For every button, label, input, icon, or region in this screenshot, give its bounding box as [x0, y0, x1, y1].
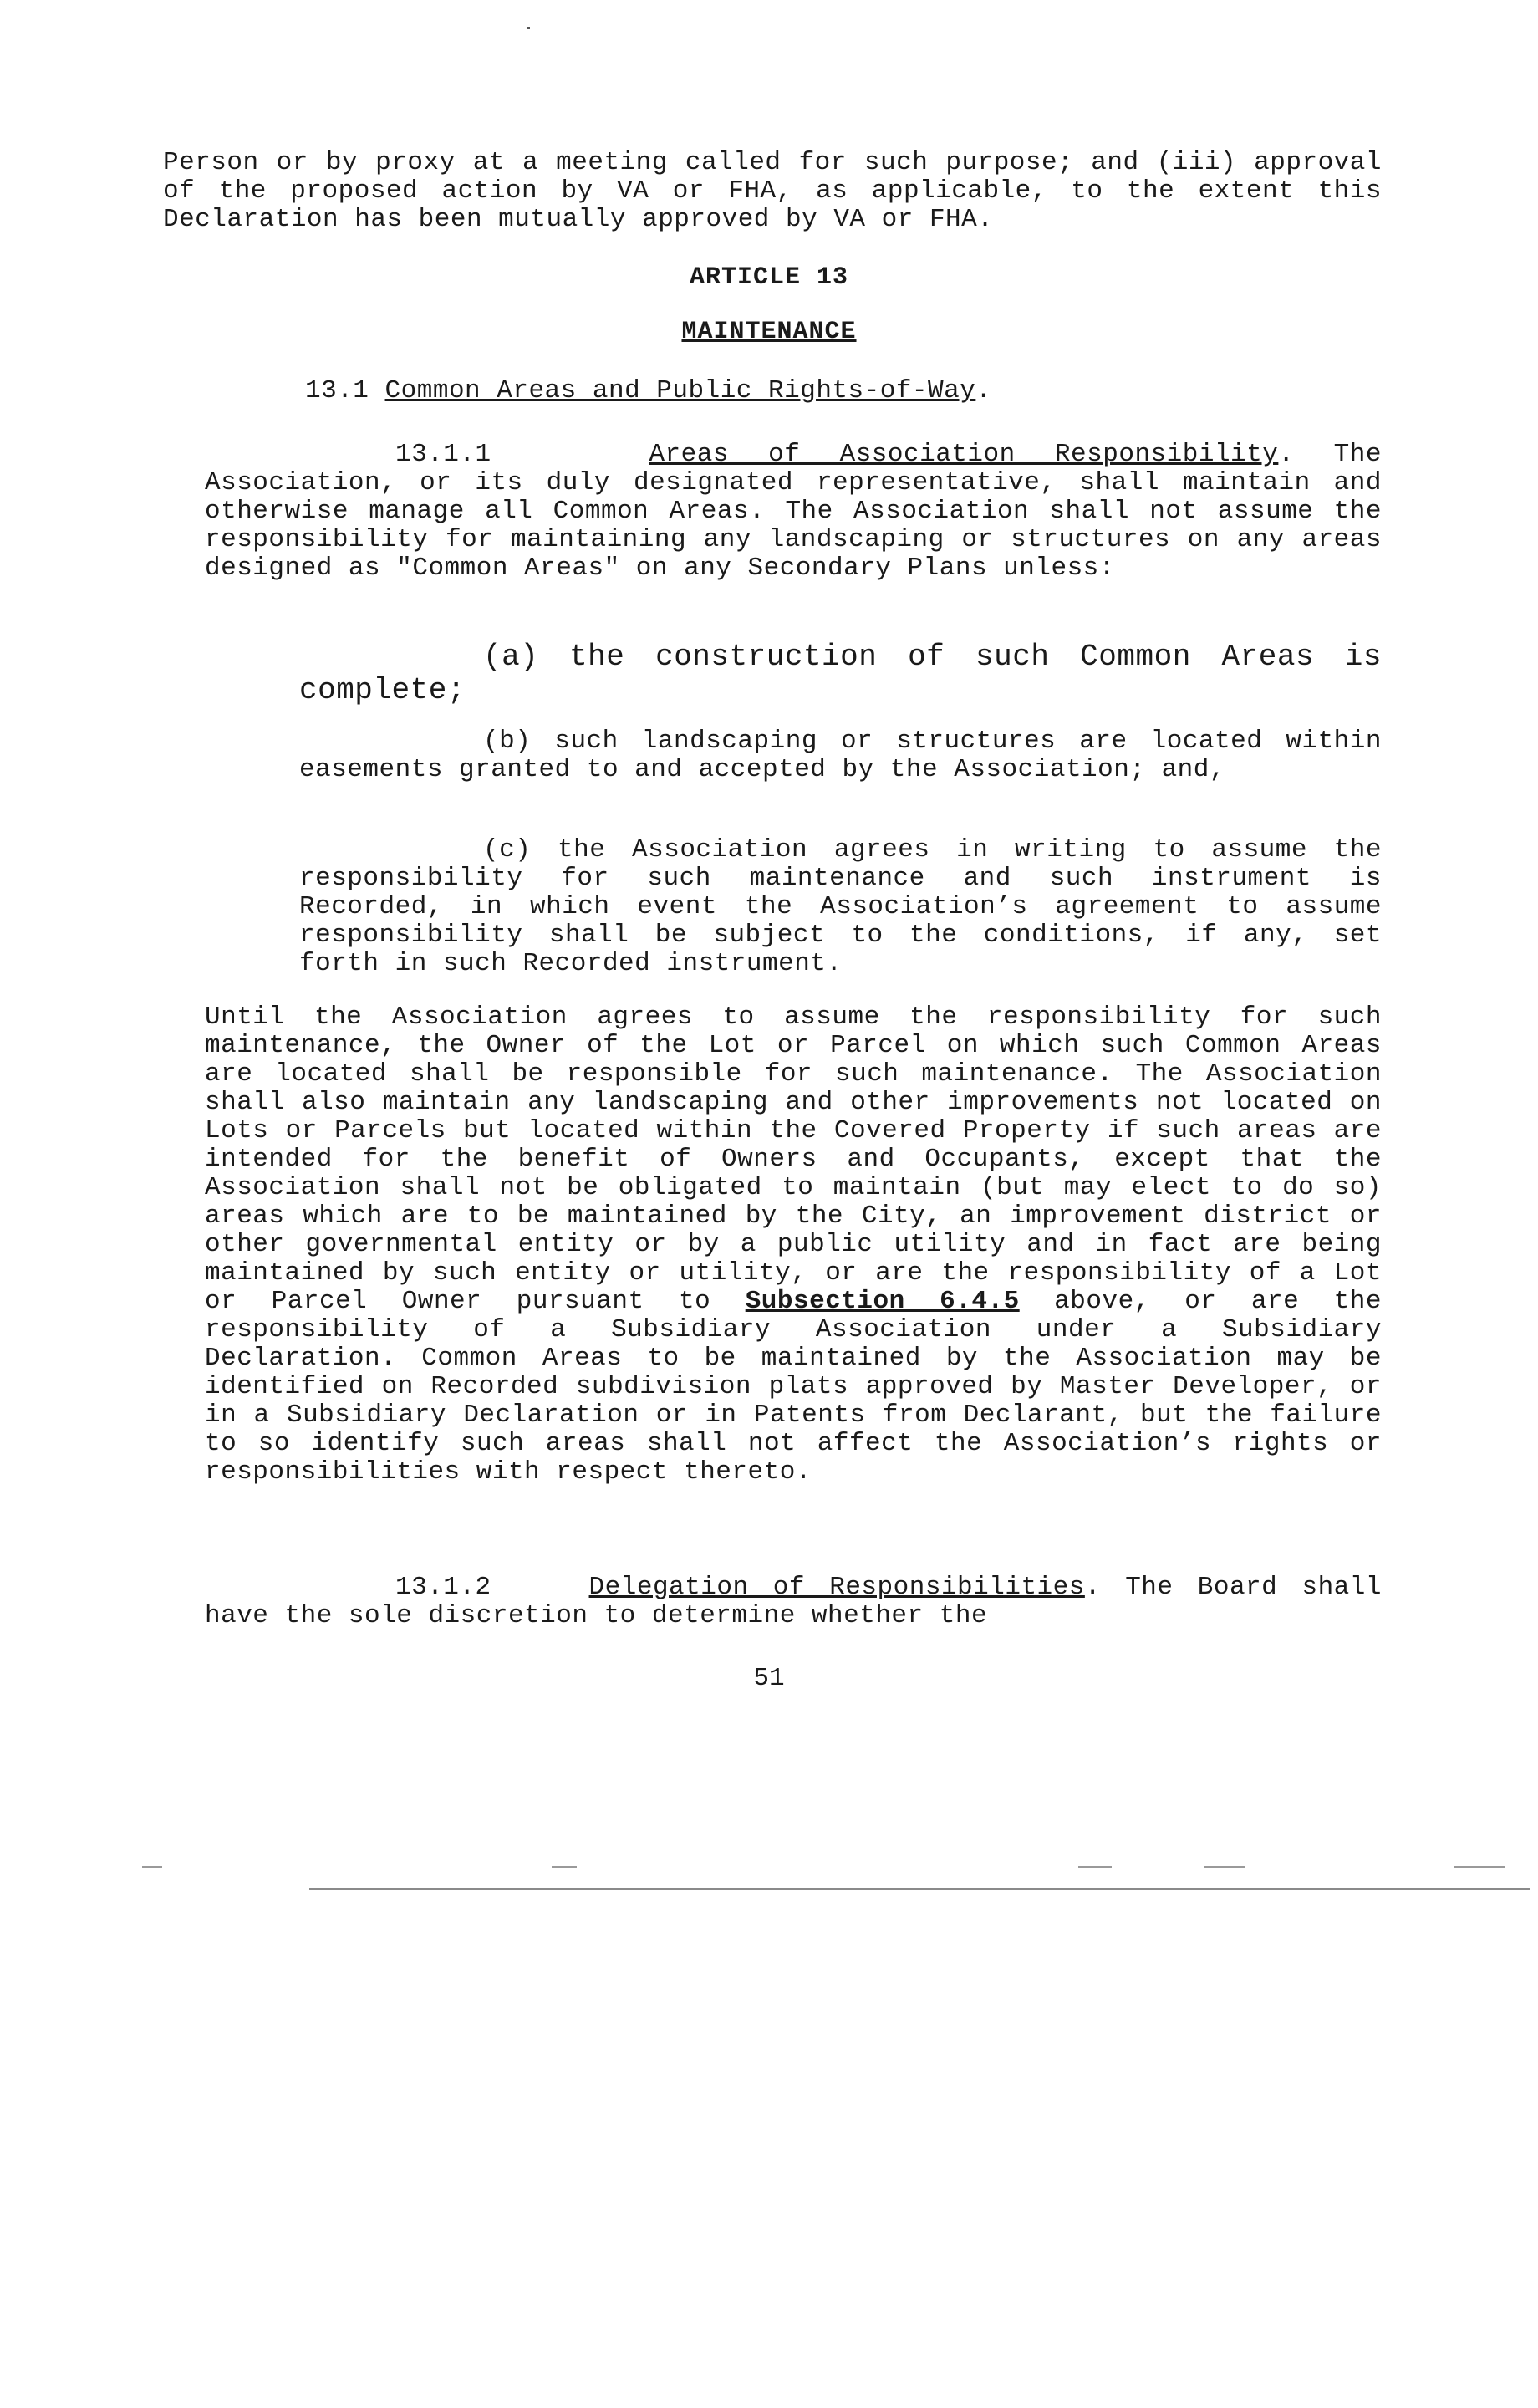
section-13-1-1-number: 13.1.1	[395, 440, 491, 469]
section-13-1-trailing: .	[975, 376, 992, 406]
section-13-1-number: 13.1	[305, 376, 369, 406]
subsection-reference: Subsection 6.4.5	[745, 1287, 1020, 1316]
until-paragraph-before: Until the Association agrees to assume the responsibility for such maintenance, the Owner of the Lot or Parcel on which such Common Areas are located shall be responsible for such maintenance. The Association shall also maintain any landscaping and other improvements not located on Lots or Parcels but located within the Covered Property if such areas are intended for the benefit of Owners and Occupants, except that the Association shall not be obligated to maintain (but may elect to do so) areas which are to be maintained by the City, an improvement district or other governmental entity or by a public utility and in fact are being maintained by such entity or utility, or are the responsibility of a Lot or Parcel Owner pursuant to	[205, 1002, 1382, 1316]
list-item-a: (a) the construction of such Common Areas is complete;	[299, 640, 1382, 707]
until-paragraph-after: above, or are the responsibility of a Subsidiary Association under a Subsidiary Declaration. Common Areas to be maintained by the Association may be identified on Recorded subdivision plats approved by Master Developer, or in a Subsidiary Declaration or in Patents from Declarant, but the failure to so identify such areas shall not affect the Association’s rights or responsibilities with respect thereto.	[205, 1287, 1382, 1487]
footer-rule	[309, 1888, 1530, 1890]
scan-dash	[142, 1866, 162, 1868]
section-13-1-2-body: . The Board shall have the sole discretion to determine whether the	[205, 1573, 1382, 1630]
scan-artifact	[527, 27, 530, 29]
section-13-1-2-number: 13.1.2	[395, 1573, 491, 1602]
scan-dash	[1078, 1866, 1112, 1868]
section-13-1-title: Common Areas and Public Rights-of-Way	[384, 376, 976, 406]
section-13-1-1-body: . The Association, or its duly designated representative, shall maintain and otherwise manage all Common Areas. The Association shall not assume the responsibility for maintaining any landscaping or structures on any areas designed as "Common Areas" on any Secondary Plans unless:	[205, 440, 1382, 583]
until-paragraph	[205, 1003, 1382, 1487]
list-item-c: (c) the Association agrees in writing to assume the responsibility for such maintenance and such instrument is Recorded, in which event the Association’s agreement to assume responsibility shall be subject to the conditions, if any, set forth in such Recorded instrument.	[299, 835, 1382, 978]
section-13-1-1-paragraph	[205, 441, 1382, 583]
scan-dash	[1454, 1866, 1505, 1868]
page-number: 51	[753, 1664, 785, 1693]
section-13-1-2-title: Delegation of Responsibilities	[588, 1573, 1085, 1602]
intro-paragraph: Person or by proxy at a meeting called for such purpose; and (iii) approval of the proposed action by VA or FHA, as applicable, to the extent this Declaration has been mutually approved by VA or FHA.	[163, 148, 1382, 234]
article-title: MAINTENANCE	[681, 318, 857, 346]
list-item-b: (b) such landscaping or structures are located within easements granted to and accepted by the Association; and,	[299, 727, 1382, 784]
section-13-1-heading	[305, 376, 991, 406]
section-13-1-1-title: Areas of Association Responsibility	[649, 440, 1279, 469]
article-number: ARTICLE 13	[689, 263, 849, 292]
section-13-1-2-paragraph	[205, 1574, 1382, 1630]
scan-dash	[1204, 1866, 1245, 1868]
scan-dash	[552, 1866, 577, 1868]
